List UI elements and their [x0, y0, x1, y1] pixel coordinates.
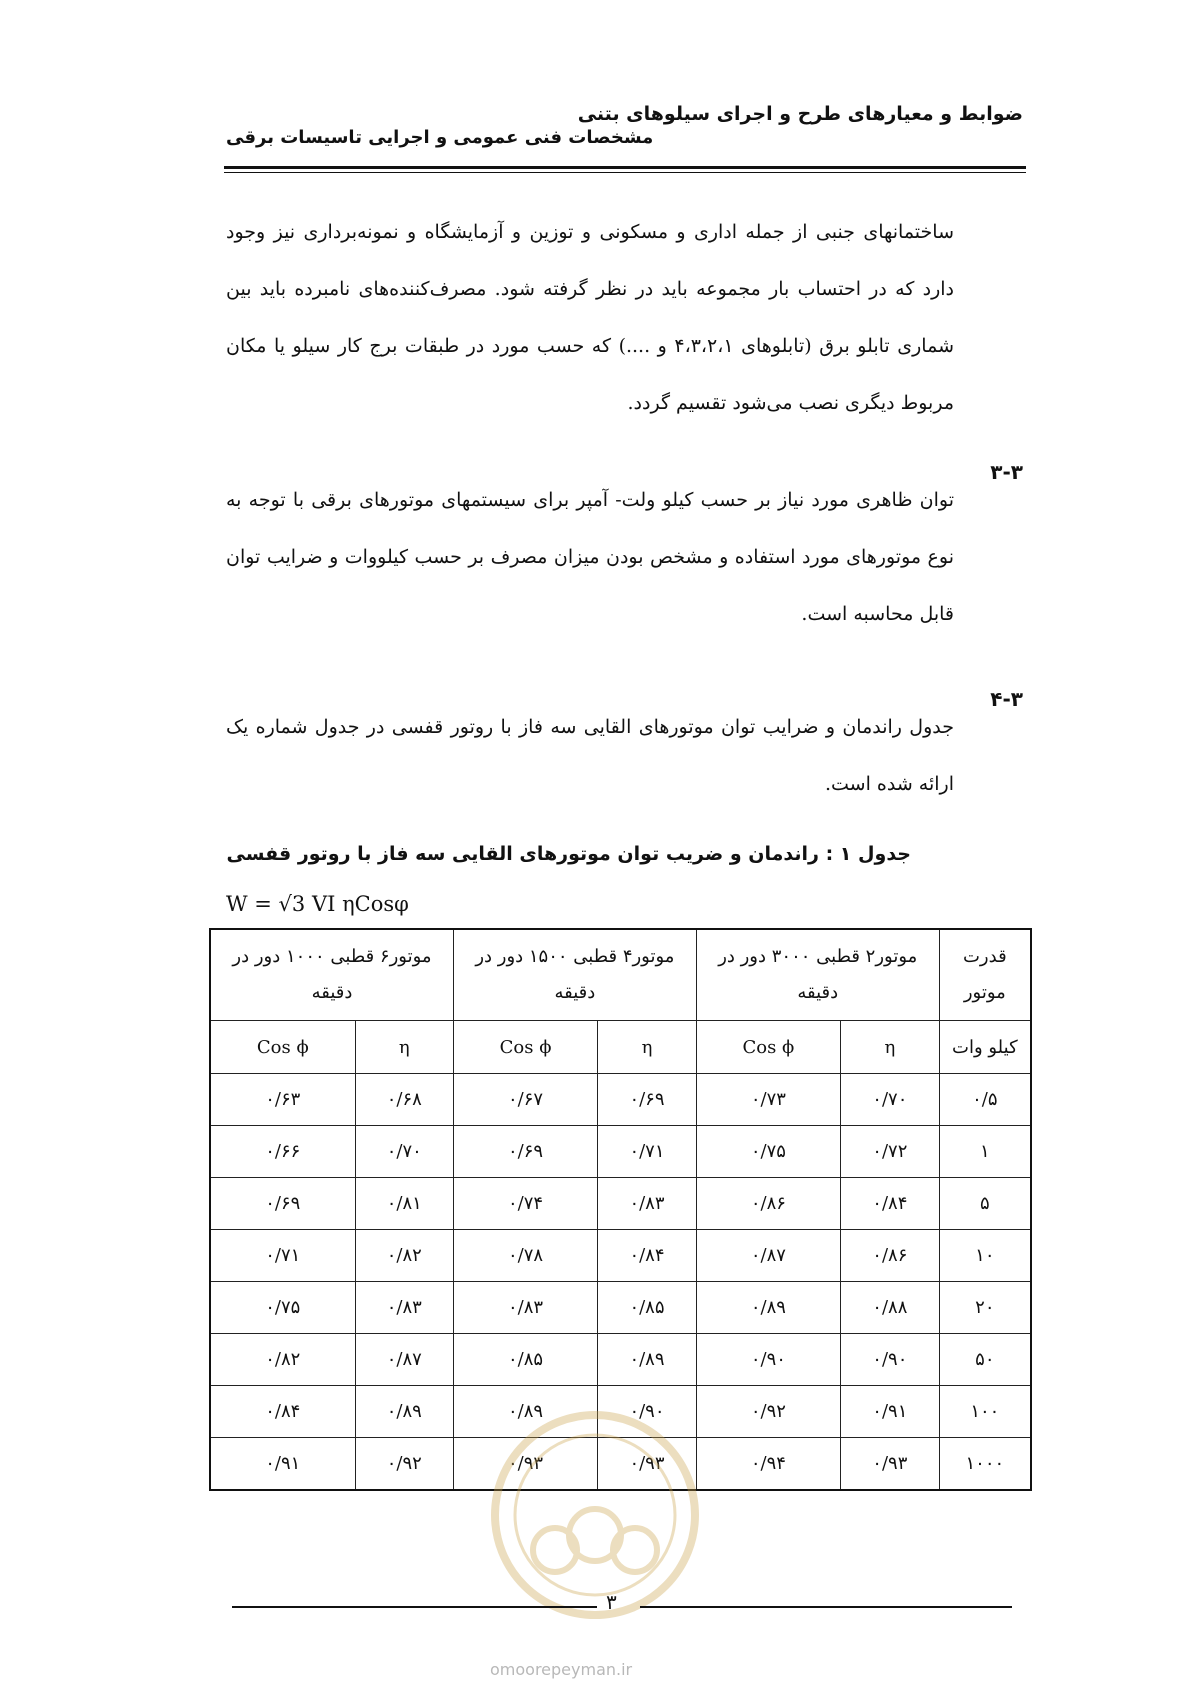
- footer-rule-left: [232, 1606, 597, 1608]
- table-row: [210, 1230, 1031, 1282]
- cell-cos-2pole: ۰/۷۵: [696, 1126, 840, 1178]
- cell-eta-6pole: ۰/۸۷: [355, 1334, 453, 1386]
- power-formula: W = √3 VI ηCosφ: [226, 892, 409, 916]
- header-unit-kw: کیلو وات: [939, 1021, 1031, 1074]
- cell-cos-4pole: ۰/۶۷: [453, 1074, 597, 1126]
- cell-eta-2pole: ۰/۹۰: [841, 1334, 940, 1386]
- cell-kw: ۵۰: [939, 1334, 1031, 1386]
- cell-kw: ۱۰۰۰: [939, 1438, 1031, 1491]
- header-eta-2pole: η: [841, 1021, 940, 1074]
- header-eta-6pole: η: [355, 1021, 453, 1074]
- cell-cos-4pole: ۰/۸۵: [453, 1334, 597, 1386]
- header-2-pole: موتور۲ قطبی ۳۰۰۰ دور در دقیقه: [696, 929, 939, 1021]
- cell-eta-4pole: ۰/۹۳: [598, 1438, 697, 1491]
- cell-cos-2pole: ۰/۹۴: [696, 1438, 840, 1491]
- cell-kw: ۰/۵: [939, 1074, 1031, 1126]
- cell-eta-6pole: ۰/۸۳: [355, 1282, 453, 1334]
- cell-cos-2pole: ۰/۸۷: [696, 1230, 840, 1282]
- cell-eta-4pole: ۰/۸۳: [598, 1178, 697, 1230]
- cell-cos-4pole: ۰/۹۳: [453, 1438, 597, 1491]
- cell-kw: ۱۰۰: [939, 1386, 1031, 1438]
- cell-cos-6pole: ۰/۸۲: [210, 1334, 355, 1386]
- cell-eta-6pole: ۰/۶۸: [355, 1074, 453, 1126]
- cell-cos-6pole: ۰/۶۳: [210, 1074, 355, 1126]
- table-row: [210, 1074, 1031, 1126]
- cell-kw: ۱: [939, 1126, 1031, 1178]
- cell-cos-4pole: ۰/۸۹: [453, 1386, 597, 1438]
- header-cos-2pole: Cos ϕ: [696, 1021, 840, 1074]
- table-row: [210, 1334, 1031, 1386]
- header-eta-4pole: η: [598, 1021, 697, 1074]
- cell-kw: ۱۰: [939, 1230, 1031, 1282]
- paragraph-section-3-3: توان ظاهری مورد نیاز بر حسب کیلو ولت- آمپر برای سیستمهای موتورهای برقی با توجه به نوع موتورهای مورد استفاده و مشخص بودن میزان مصرف بر حسب کیلووات و ضرایب توان قابل محاسبه است.: [226, 489, 954, 625]
- header-4-pole: موتور۴ قطبی ۱۵۰۰ دور در دقیقه: [453, 929, 696, 1021]
- table-row: [210, 1282, 1031, 1334]
- site-watermark: omoorepeyman.ir: [490, 1660, 633, 1679]
- cell-eta-2pole: ۰/۸۶: [841, 1230, 940, 1282]
- cell-cos-6pole: ۰/۸۴: [210, 1386, 355, 1438]
- header-cos-4pole: Cos ϕ: [453, 1021, 597, 1074]
- cell-eta-2pole: ۰/۸۸: [841, 1282, 940, 1334]
- cell-eta-6pole: ۰/۷۰: [355, 1126, 453, 1178]
- cell-eta-2pole: ۰/۷۲: [841, 1126, 940, 1178]
- cell-cos-2pole: ۰/۸۹: [696, 1282, 840, 1334]
- cell-eta-4pole: ۰/۷۱: [598, 1126, 697, 1178]
- cell-cos-4pole: ۰/۷۴: [453, 1178, 597, 1230]
- cell-eta-4pole: ۰/۶۹: [598, 1074, 697, 1126]
- cell-eta-6pole: ۰/۸۲: [355, 1230, 453, 1282]
- table-row: [210, 1178, 1031, 1230]
- cell-cos-6pole: ۰/۹۱: [210, 1438, 355, 1491]
- cell-cos-6pole: ۰/۶۶: [210, 1126, 355, 1178]
- header-6-pole: موتور۶ قطبی ۱۰۰۰ دور در دقیقه: [210, 929, 453, 1021]
- cell-cos-2pole: ۰/۹۲: [696, 1386, 840, 1438]
- cell-cos-4pole: ۰/۷۸: [453, 1230, 597, 1282]
- header-rule-thick: [224, 166, 1026, 169]
- header-motor-power: قدرت موتور: [939, 929, 1031, 1021]
- footer-rule-right: [640, 1606, 1012, 1608]
- table-row: [210, 1126, 1031, 1178]
- cell-eta-2pole: ۰/۷۰: [841, 1074, 940, 1126]
- section-title: مشخصات فنی عمومی و اجرایی تاسیسات برقی: [226, 127, 654, 148]
- watermark-seal-icon: [480, 1400, 710, 1630]
- cell-eta-2pole: ۰/۸۴: [841, 1178, 940, 1230]
- cell-eta-6pole: ۰/۸۱: [355, 1178, 453, 1230]
- cell-cos-2pole: ۰/۹۰: [696, 1334, 840, 1386]
- cell-eta-6pole: ۰/۸۹: [355, 1386, 453, 1438]
- cell-eta-6pole: ۰/۹۲: [355, 1438, 453, 1491]
- cell-eta-2pole: ۰/۹۱: [841, 1386, 940, 1438]
- cell-cos-6pole: ۰/۷۱: [210, 1230, 355, 1282]
- header-rule-thin: [224, 172, 1026, 173]
- section-number-4-3: ۴-۳: [990, 687, 1023, 711]
- cell-cos-4pole: ۰/۸۳: [453, 1282, 597, 1334]
- section-number-3-3: ۳-۳: [990, 460, 1023, 484]
- table-title: جدول ۱ : راندمان و ضریب توان موتورهای القایی سه فاز با روتور قفسی: [226, 843, 911, 865]
- cell-cos-6pole: ۰/۷۵: [210, 1282, 355, 1334]
- cell-eta-4pole: ۰/۸۴: [598, 1230, 697, 1282]
- paragraph-section-4-3: جدول راندمان و ضرایب توان موتورهای القایی سه فاز با روتور قفسی در جدول شماره یک ارائه شده است.: [226, 716, 954, 795]
- cell-cos-2pole: ۰/۸۶: [696, 1178, 840, 1230]
- cell-cos-4pole: ۰/۶۹: [453, 1126, 597, 1178]
- paragraph-1: ساختمانهای جنبی از جمله اداری و مسکونی و توزین و آزمایشگاه و نمونه‌برداری نیز وجود دارد که در احتساب بار مجموعه باید در نظر گرفته شود. مصرف‌کننده‌های نامبرده باید بین شماری تابلو برق (تابلوهای ۴،۳،۲،۱ و ....) که حسب مورد در طبقات برج کار سیلو یا مکان مربوط دیگری نصب می‌شود تقسیم گردد.: [226, 221, 954, 414]
- cell-eta-2pole: ۰/۹۳: [841, 1438, 940, 1491]
- header-cos-6pole: Cos ϕ: [210, 1021, 355, 1074]
- cell-eta-4pole: ۰/۹۰: [598, 1386, 697, 1438]
- page-number: ۳: [606, 1590, 617, 1614]
- cell-cos-6pole: ۰/۶۹: [210, 1178, 355, 1230]
- cell-kw: ۲۰: [939, 1282, 1031, 1334]
- cell-kw: ۵: [939, 1178, 1031, 1230]
- cell-cos-2pole: ۰/۷۳: [696, 1074, 840, 1126]
- cell-eta-4pole: ۰/۸۵: [598, 1282, 697, 1334]
- cell-eta-4pole: ۰/۸۹: [598, 1334, 697, 1386]
- book-title: ضوابط و معیارهای طرح و اجرای سیلوهای بتنی: [577, 103, 1023, 125]
